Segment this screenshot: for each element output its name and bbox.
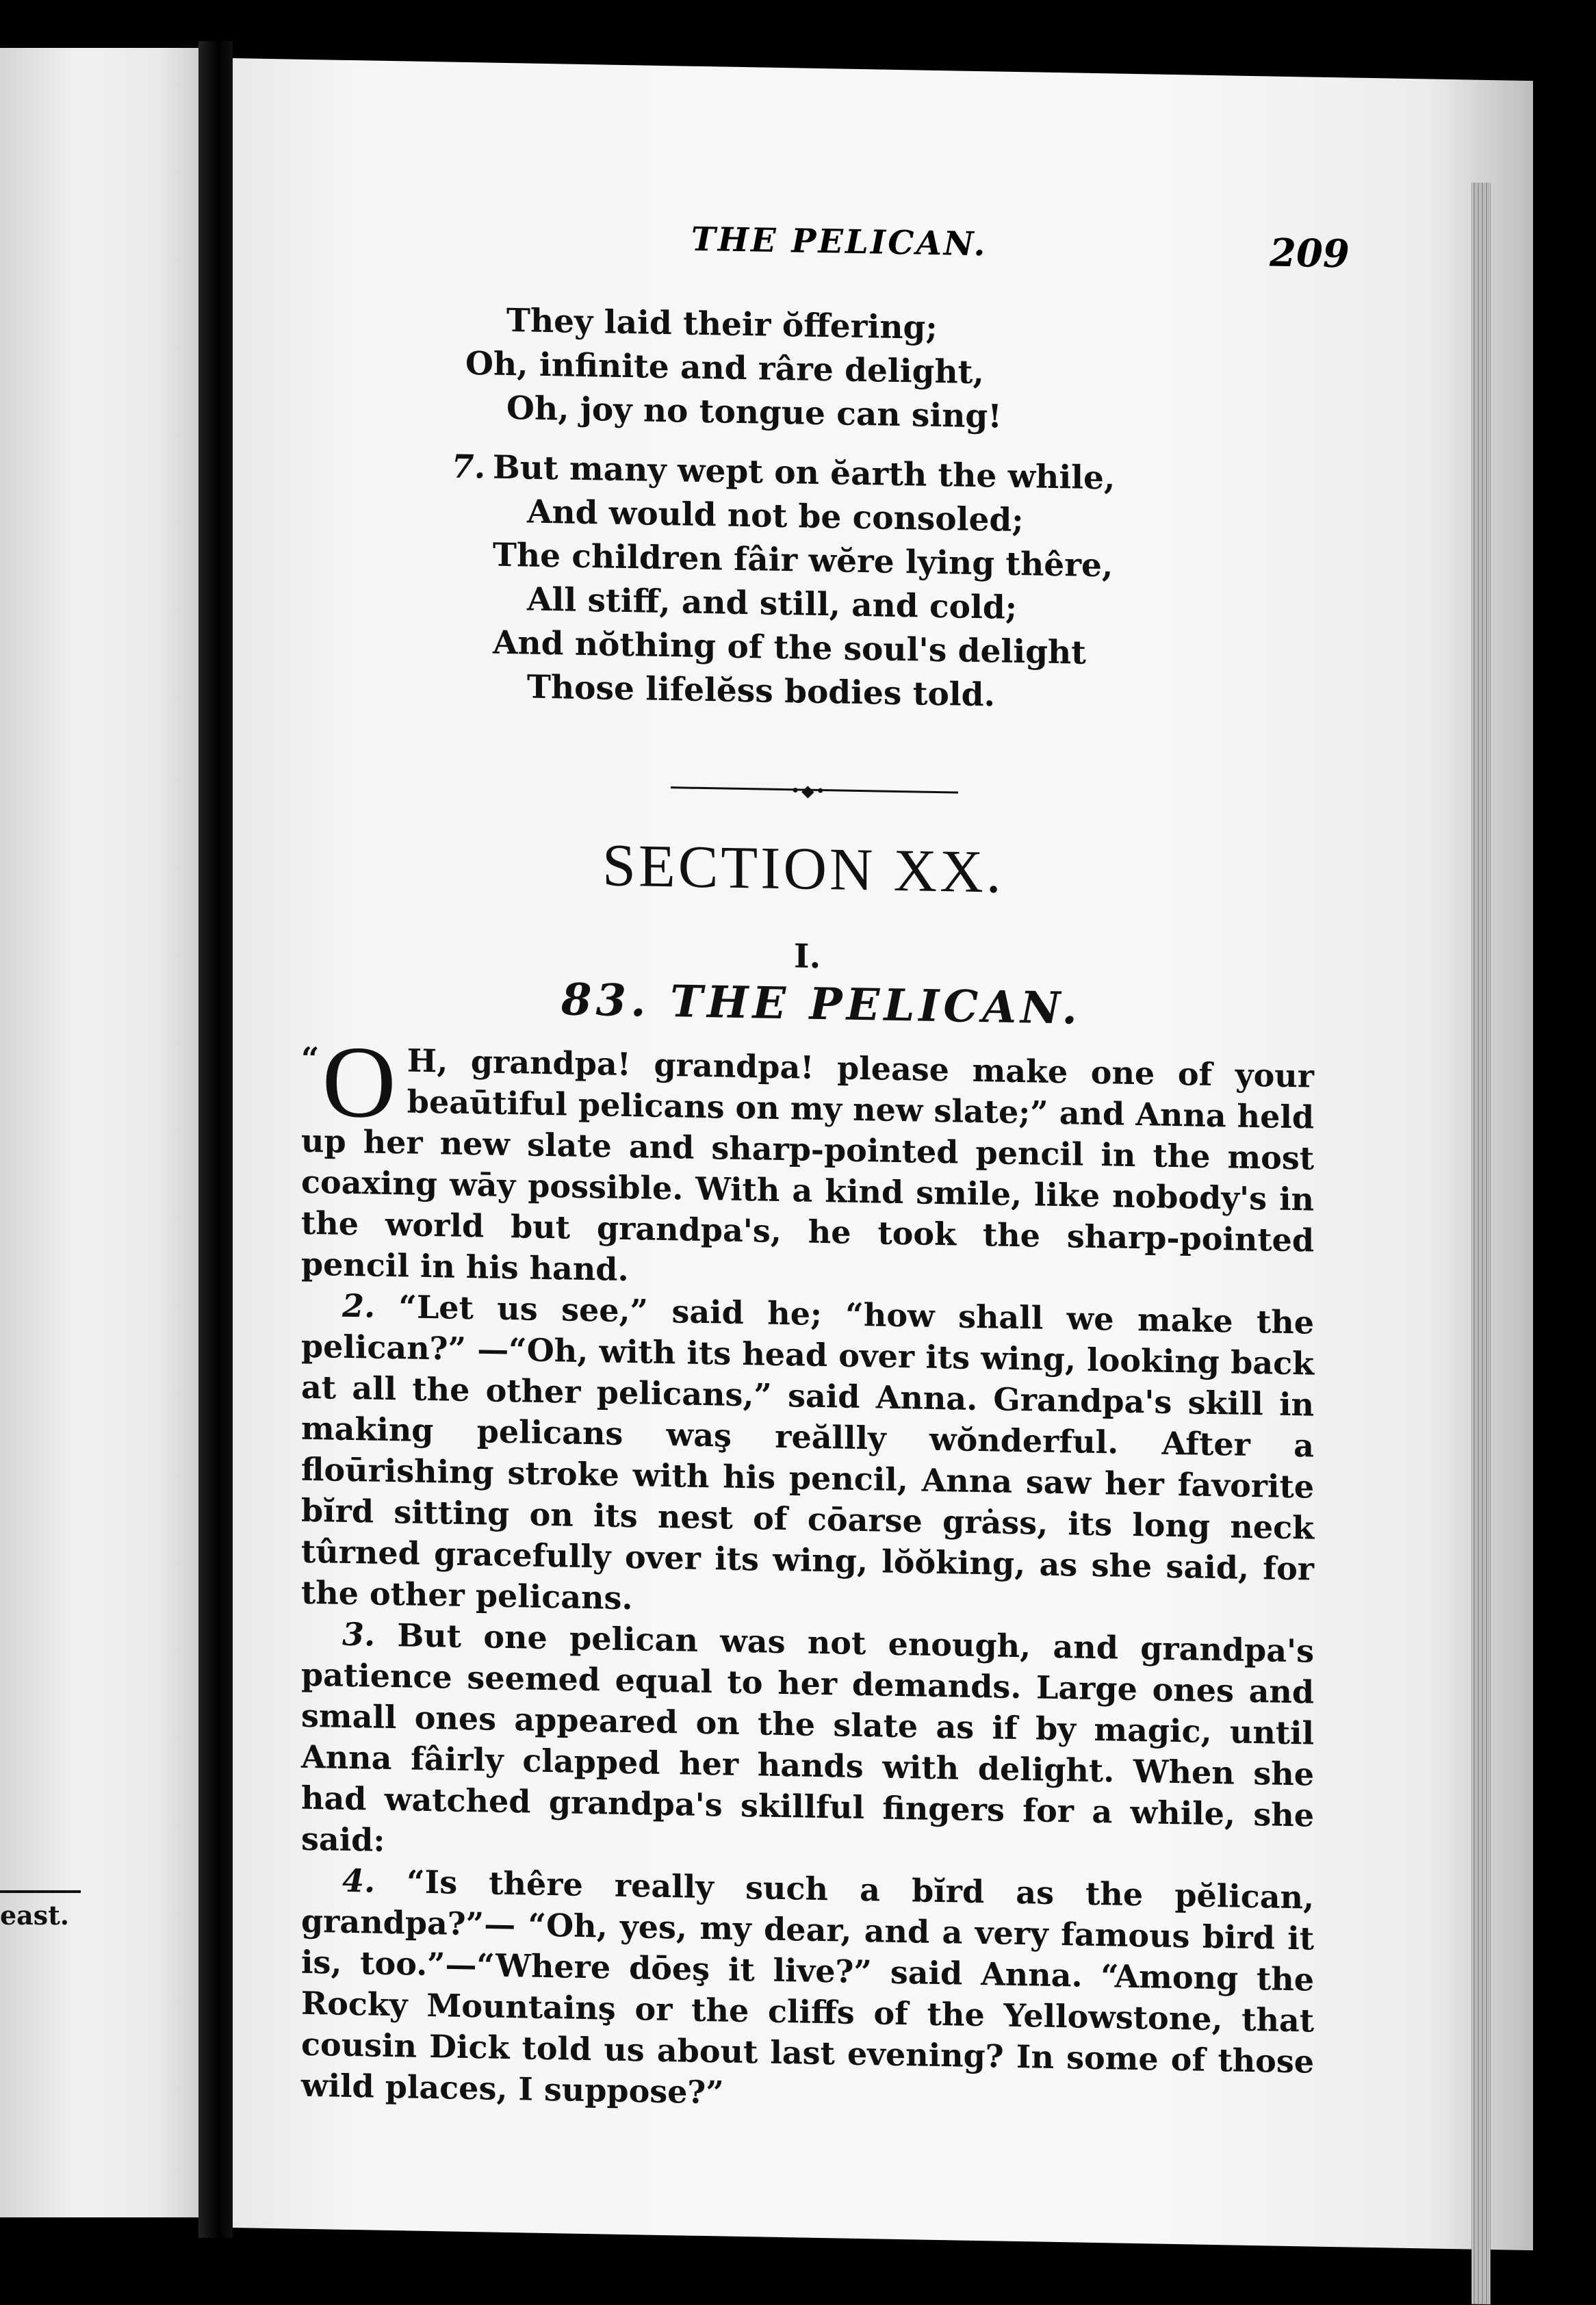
- part-number: I.: [794, 937, 821, 976]
- lesson-title: [561, 974, 1246, 1037]
- poem-line: And would not be consoled;: [527, 493, 1024, 540]
- book-page: [233, 58, 1533, 2250]
- poem-line: Those lifelĕss bodies told.: [527, 668, 995, 714]
- lesson-body: [301, 1025, 1315, 2124]
- poem-line: All stiff, and still, and cold;: [527, 580, 1018, 628]
- lesson-title-text: THE PELICAN.: [670, 976, 1081, 1035]
- page-edges: [1471, 183, 1491, 2304]
- poem-line: The children fâir wĕre lying thêre,: [493, 536, 1114, 585]
- paragraph-3-text: But one pelican was not enough, and grandpa's patience seemed equal to her demands. Large ones and small ones appeared on the slate as if by magic, until Anna fâirly clapped her hands with delight. When she had watched grandpa's skillful fingers for a while, she said:: [301, 1617, 1314, 1859]
- paragraph-1-text: H, grandpa! grandpa! please make one of your beaūtiful pelicans on my new slate;” and Anna held up her new slate and sharp-pointed pencil in the most coaxing wāy possible. With a kind smile, like nobody's in the world but grandpa's, he took the sharp-pointed pencil in his hand.: [301, 1042, 1314, 1289]
- paragraph-2: [301, 1285, 1314, 1631]
- opening-quote: “: [301, 1040, 320, 1078]
- drop-cap: O: [322, 1025, 396, 1140]
- stanza-number: 7.: [452, 448, 486, 487]
- paragraph-2-text: “Let us see,” said he; “how shall we make the pelican?” —“Oh, with its head over its wing, looking back at all the other pelicans,” said Anna. Grandpa's skill in making pelicans waş reăllly wŏnderful. After a floūrishing stroke with his pencil, Anna saw her favorite bĭrd sitting on its nest of cōarse grȧss, its long neck tûrned gracefully over its wing, lŏŏking, as she said, for the other pelicans.: [301, 1288, 1315, 1617]
- paragraph-4-text: “Is thêre really such a bĭrd as the pĕlican, grandpa?”— “Oh, yes, my dear, and a very famous bird it is, too.”—“Where dōeş it live?” said Anna. “Among the Rocky Mountainş or the cliffs of the Yellowstone, that cousin Dick told us about last evening? In some of those wild places, I suppose?”: [301, 1863, 1314, 2111]
- poem-line: They laid their ŏffering;: [506, 301, 938, 347]
- facing-page-fragment: east.: [0, 1900, 69, 1931]
- paragraph-number: 2.: [342, 1287, 376, 1325]
- poem-line: And nŏthing of the soul's delight: [493, 623, 1086, 672]
- page-number: 209: [1270, 230, 1350, 277]
- poem-line-text: But many wept on ĕarth the while,: [493, 448, 1116, 498]
- paragraph-number: 4.: [342, 1862, 376, 1900]
- lesson-number: 83.: [561, 974, 650, 1027]
- poem-line: Oh, infinite and râre delight,: [465, 344, 984, 392]
- facing-page-rule: [0, 1890, 81, 1893]
- section-title: SECTION XX.: [602, 832, 1004, 906]
- poem-line: Oh, joy no tongue can sing!: [506, 389, 1002, 436]
- poem-stanza-7: [452, 446, 1205, 721]
- paragraph-4: [301, 1859, 1314, 2124]
- paragraph-number: 3.: [342, 1615, 376, 1653]
- paragraph-3: [301, 1613, 1314, 1877]
- paragraph-1: [301, 1025, 1314, 1302]
- divider-dots: •◆•: [790, 781, 827, 801]
- section-divider-ornament: [671, 777, 958, 803]
- poem-stanza-6-end: [465, 298, 1218, 443]
- book-gutter: [198, 41, 233, 2238]
- running-title: THE PELICAN.: [691, 220, 988, 264]
- page-header: [233, 212, 1533, 296]
